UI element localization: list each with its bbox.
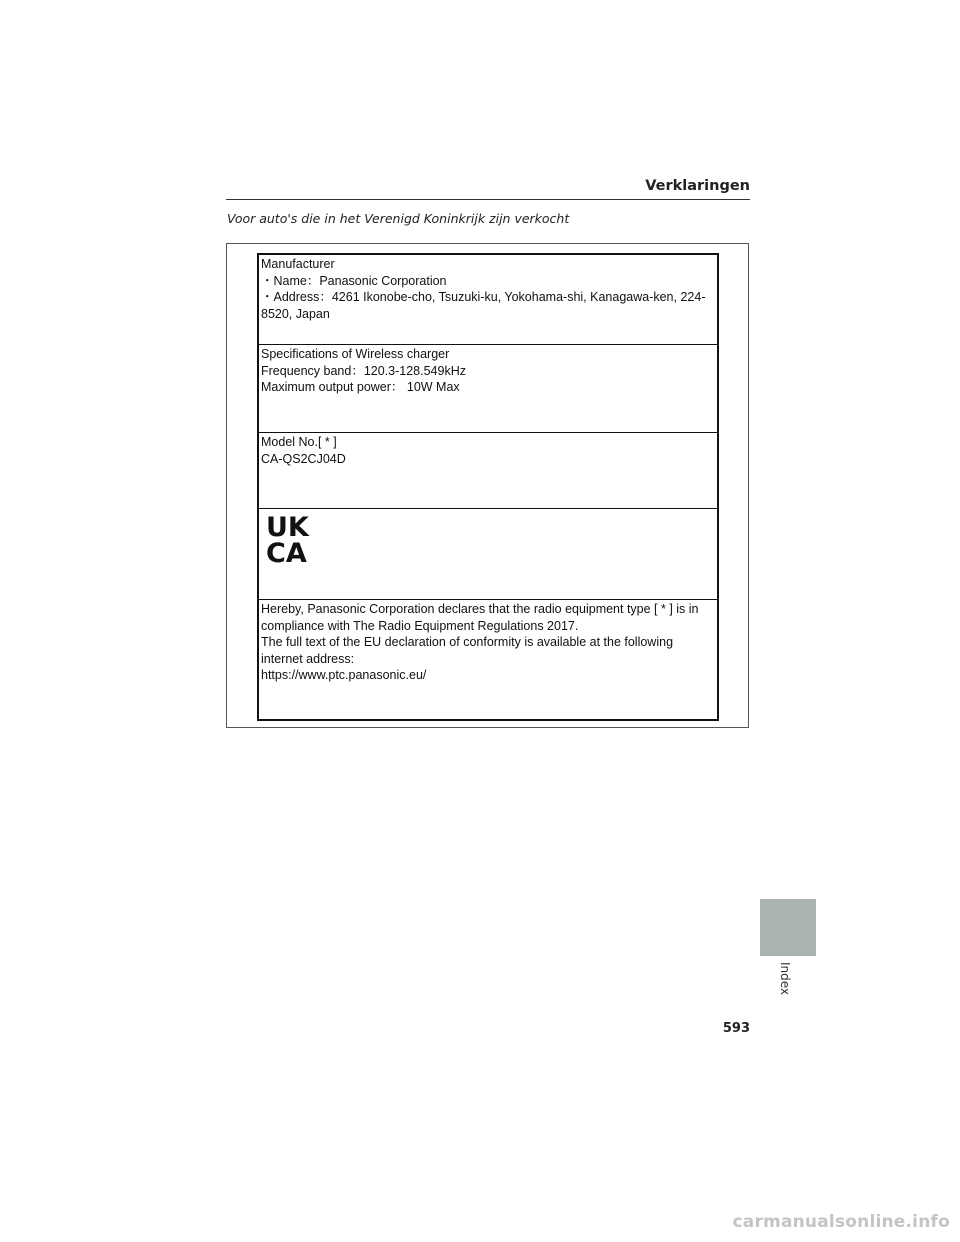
ukca-mark-text-top: UK [266, 513, 309, 543]
page-number: 593 [722, 1021, 750, 1036]
specifications-cell [259, 344, 717, 432]
manufacturer-cell [259, 255, 717, 344]
ukca-mark-icon [266, 513, 318, 565]
declaration-url: https://www.ptc.panasonic.eu/ [261, 668, 427, 682]
manufacturer-heading: Manufacturer [261, 257, 335, 271]
declaration-line-2: compliance with The Radio Equipment Regulations 2017. [261, 618, 579, 633]
index-tab-label: Index [778, 962, 792, 996]
manufacturer-address: ・Address：4261 Ikonobe-cho, Tsuzuki-ku, Yokohama-shi, Kanagawa-ken, 224- [261, 290, 706, 304]
ukca-mark-text-bottom: CA [266, 538, 307, 565]
model-cell [259, 432, 717, 508]
max-output-power: Maximum output power： 10W Max [261, 380, 460, 394]
manufacturer-name: ・Name：Panasonic Corporation [261, 273, 447, 288]
declaration-line-4: internet address: [261, 651, 355, 666]
declaration-cell [259, 599, 717, 719]
product-label [257, 253, 719, 721]
watermark: carmanualsonline.info [732, 1212, 950, 1232]
title-rule [226, 199, 750, 200]
manufacturer-address-cont: 8520, Japan [261, 306, 330, 321]
index-tab[interactable] [760, 899, 816, 956]
model-number: CA-QS2CJ04D [261, 451, 346, 466]
specifications-heading: Specifications of Wireless charger [261, 347, 450, 361]
declaration-line-1: Hereby, Panasonic Corporation declares that the radio equipment type [ * ] is in [261, 602, 699, 616]
declaration-line-3: The full text of the EU declaration of conformity is available at the following [261, 635, 674, 649]
section-caption: Voor auto's die in het Verenigd Koninkrijk zijn verkocht [227, 211, 570, 226]
mark-cell [259, 508, 717, 599]
model-number-label: Model No.[ * ] [261, 435, 337, 449]
frequency-band: Frequency band：120.3-128.549kHz [261, 363, 466, 378]
section-title: Verklaringen [645, 178, 750, 194]
